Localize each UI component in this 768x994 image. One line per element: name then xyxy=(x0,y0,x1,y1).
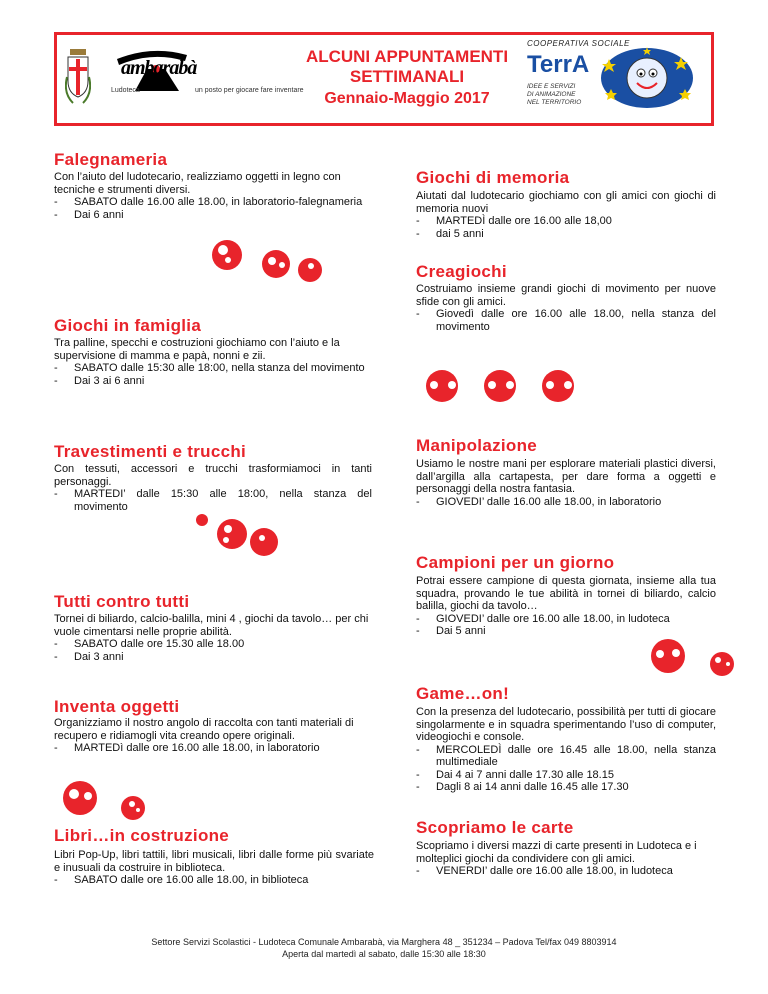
terra-logo xyxy=(527,39,707,119)
game-title: Game…on! xyxy=(416,684,510,703)
coop-name: TerrA xyxy=(527,51,590,78)
title-line-3: Gennaio-Maggio 2017 xyxy=(324,90,490,107)
travestimenti-bullet-1: - MARTEDI’ dalle 15:30 alle 18:00, nella stanza del movimento xyxy=(54,488,372,513)
manipolazione-bullet-1: - GIOVEDI’ dalle 16.00 alle 18.00, in laboratorio xyxy=(416,495,662,508)
tutti-bullet-2: - Dai 3 anni xyxy=(54,650,124,663)
footer-address: Settore Servizi Scolastici - Ludoteca Comunale Ambarabà, via Marghera 48 _ 351234 – Padova Tel/fax 049 8803914 xyxy=(151,937,617,947)
campioni-title: Campioni per un giorno xyxy=(416,553,615,572)
memoria-intro: Aiutati dal ludotecario giochiamo con gli amici con giochi di memoria nuovi xyxy=(416,190,716,215)
decorative-dots-icon xyxy=(210,238,330,288)
ambaraba-logo xyxy=(99,43,304,113)
coop-label: COOPERATIVA SOCIALE xyxy=(527,39,630,48)
travestimenti-intro: Con tessuti, accessori e trucchi trasformiamoci in tanti personaggi. xyxy=(54,463,372,488)
city-crest-icon xyxy=(65,47,91,107)
falegnameria-text xyxy=(54,171,364,221)
manipolazione-title: Manipolazione xyxy=(416,436,538,455)
memoria-bullet-2: - dai 5 anni xyxy=(416,227,484,240)
travestimenti-title: Travestimenti e trucchi xyxy=(54,442,247,461)
header-box xyxy=(54,32,714,126)
inventa-title: Inventa oggetti xyxy=(54,697,180,716)
libri-title: Libri…in costruzione xyxy=(54,826,230,845)
campioni-text xyxy=(416,575,716,638)
game-bullet-2: - Dai 4 ai 7 anni dalle 17.30 alle 18.15 xyxy=(416,768,614,781)
memoria-title: Giochi di memoria xyxy=(416,168,570,187)
page-title xyxy=(287,47,527,109)
game-bullet-3: - Dagli 8 ai 14 anni dalle 16.45 alle 17.30 xyxy=(416,781,629,793)
famiglia-text xyxy=(54,337,376,387)
decorative-dots-icon xyxy=(424,368,584,408)
tutti-bullet-1: - SABATO dalle ore 15.30 alle 18.00 xyxy=(54,638,245,650)
coop-sub-1: IDEE E SERVIZI xyxy=(527,83,576,90)
tutti-intro: Tornei di biliardo, calcio-balilla, mini 4 , giochi da tavolo… per chi vuole cimentarsi nelle proprie abilità. xyxy=(54,613,369,638)
memoria-text xyxy=(416,190,716,240)
logo-word: ambarabà xyxy=(121,57,197,79)
creagiochi-bullet-1: - Giovedì dalle ore 16.00 alle 18.00, nella stanza del movimento xyxy=(416,308,716,333)
title-line-1: ALCUNI APPUNTAMENTI xyxy=(305,47,509,66)
decorative-dots-icon xyxy=(192,512,292,562)
memoria-bullet-1: - MARTEDÌ dalle ore 16.00 alle 18,00 xyxy=(416,215,612,227)
carte-intro: Scopriamo i diversi mazzi di carte presenti in Ludoteca e i molteplici giochi da condividere con gli amici. xyxy=(416,840,697,865)
tutti-title: Tutti contro tutti xyxy=(54,592,190,611)
inventa-bullet-1: - MARTEDì dalle ore 16.00 alle 18.00, in laboratorio xyxy=(54,742,320,754)
tutti-text xyxy=(54,613,376,663)
carte-title: Scopriamo le carte xyxy=(416,818,574,837)
logo-tagline: un posto per giocare fare inventare xyxy=(195,87,304,94)
libri-text xyxy=(54,849,374,887)
footer-hours: Aperta dal martedì al sabato, dalle 15:30 alle 18:30 xyxy=(282,949,486,959)
inventa-text xyxy=(54,717,376,755)
libri-intro: Libri Pop-Up, libri tattili, libri musicali, libri dalle forme più svariate e inusuali da costruire in biblioteca. xyxy=(54,849,374,874)
campioni-bullet-2: - Dai 5 anni xyxy=(416,625,486,637)
falegnameria-bullet-2: - Dai 6 anni xyxy=(54,208,124,221)
coop-sub xyxy=(527,83,587,107)
creagiochi-intro: Costruiamo insieme grandi giochi di movimento per nuove sfide con gli amici. xyxy=(416,283,716,308)
travestimenti-text xyxy=(54,463,372,513)
footer xyxy=(0,936,768,960)
manipolazione-intro: Usiamo le nostre mani per esplorare materiali plastici diversi, dall’argilla alla cartapesta, per dare forma a oggetti e personaggi della nostra fantasia. xyxy=(416,458,716,495)
inventa-intro: Organizziamo il nostro angolo di raccolta con tanti materiali di recupero e ridiamogli vita creando opere originali. xyxy=(54,717,354,742)
carte-bullet-1: - VENERDI’ dalle ore 16.00 alle 18.00, in ludoteca xyxy=(416,865,673,877)
logo-ludoteca: Ludoteca xyxy=(111,87,140,94)
famiglia-title: Giochi in famiglia xyxy=(54,316,202,335)
creagiochi-text xyxy=(416,283,716,333)
carte-text xyxy=(416,840,722,878)
manipolazione-text xyxy=(416,458,716,508)
title-line-2: SETTIMANALI xyxy=(349,67,465,86)
coop-sub-2: DI ANIMAZIONE xyxy=(527,91,576,98)
famiglia-bullet-2: - Dai 3 ai 6 anni xyxy=(54,374,145,387)
famiglia-bullet-1: - SABATO dalle 15:30 alle 18:00, nella stanza del movimento xyxy=(54,362,365,374)
libri-bullet-1: - SABATO dalle ore 16.00 alle 18.00, in biblioteca xyxy=(54,874,309,886)
falegnameria-intro: Con l’aiuto del ludotecario, realizziamo oggetti in legno con tecniche e strumenti diversi. xyxy=(54,171,341,196)
falegnameria-title: Falegnameria xyxy=(54,150,168,169)
campioni-bullet-1: - GIOVEDI’ dalle ore 16.00 alle 18.00, in ludoteca xyxy=(416,612,670,625)
game-bullet-1: - MERCOLEDÌ dalle ore 16.45 alle 18.00, nella stanza multimediale xyxy=(416,743,716,768)
globe-mascot-icon xyxy=(597,45,697,111)
falegnameria-bullet-1: - SABATO dalle 16.00 alle 18.00, in laboratorio-falegnameria xyxy=(54,196,363,208)
game-intro: Con la presenza del ludotecario, possibilità per tutti di giocare singolarmente e in squadra sperimentando l’uso di computer, videogiochi e console. xyxy=(416,706,716,743)
coop-sub-3: NEL TERRITORIO xyxy=(527,99,582,106)
famiglia-intro: Tra palline, specchi e costruzioni giochiamo con l’aiuto e la supervisione di mamma e papà, nonni e zii. xyxy=(54,337,340,362)
decorative-dots-icon xyxy=(58,780,158,830)
game-text xyxy=(416,706,716,794)
campioni-intro: Potrai essere campione di questa giornata, insieme alla tua squadra, provando le tue abilità in tornei di biliardo, calcio balilla, giochi da tavolo… xyxy=(416,575,716,612)
creagiochi-title: Creagiochi xyxy=(416,262,507,281)
decorative-dots-icon xyxy=(648,638,748,682)
